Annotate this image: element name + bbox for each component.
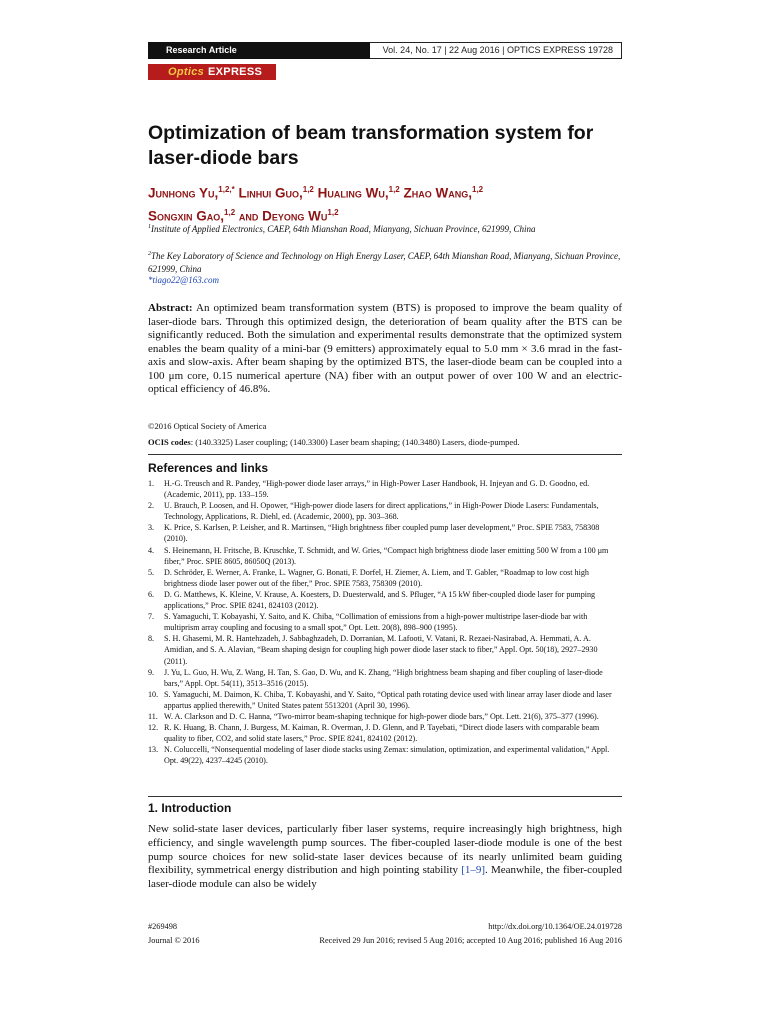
journal-logo (148, 64, 276, 80)
reference-item (148, 722, 622, 744)
reference-item (148, 611, 622, 633)
journal-copyright: Journal © 2016 (148, 936, 200, 945)
author-affil-marker: 1,2 (472, 185, 484, 194)
reference-text: S. Yamaguchi, M. Daimon, K. Chiba, T. Kobayashi, and Y. Saito, “Optical path rotating device used with linear array laser diode and laser appartus applied therewith,” United States patent 5513201 (April 30, 1996). (164, 689, 612, 710)
reference-item (148, 667, 622, 689)
reference-item (148, 500, 622, 522)
author-list (148, 180, 622, 225)
author-affil-marker: 1,2,* (218, 185, 235, 194)
author-name: Linhui Guo, (234, 185, 303, 201)
reference-text: K. Price, S. Karlsen, P. Leisher, and R. Martinsen, “High brightness fiber coupled pump laser development,” Proc. SPIE 7583, 758308 (2010). (164, 523, 600, 544)
doi-link[interactable]: http://dx.doi.org/10.1364/OE.24.019728 (488, 922, 622, 931)
reference-text: J. Yu, L. Guo, H. Wu, Z. Wang, H. Tan, S. Gao, D. Wu, and K. Zhang, “High brightness beam shaping and fiber coupling of laser-diode bars,” Appl. Opt. 54(11), 3513–3516 (2015). (164, 667, 603, 688)
reference-number: 9. (148, 667, 155, 677)
reference-number: 8. (148, 634, 155, 644)
reference-number: 1. (148, 479, 155, 488)
intro-text-part: New solid-state laser devices, particularly fiber laser systems, require increasingly high brightness, high efficiency, and single wavelength pump sources. The fiber-coupled laser-diode module is one of the best pump source choices for new solid-state laser devices because of its nearly unlimited beam guiding flexibility, symmetrical energy distribution and high pointing stability (148, 823, 622, 877)
logo-express: EXPRESS (208, 66, 263, 78)
reference-text: R. K. Huang, B. Chann, J. Burgess, M. Kaiman, R. Overman, J. D. Glenn, and P. Tayebati, “Direct diode lasers with comparable beam quality to fiber, CO2, and solid state lasers,” Proc. SPIE 8241, 824102 (2012). (164, 723, 600, 744)
reference-text: D. G. Matthews, K. Kleine, V. Krause, A. Koesters, D. Duesterwald, and S. Pfluger, “A 15 kW fiber-coupled diode laser for pumping applications,” Proc. SPIE 8241, 824103 (2012). (164, 589, 596, 611)
volume-line: Vol. 24, No. 17 | 22 Aug 2016 | OPTICS EXPRESS 19728 (370, 42, 622, 59)
logo-optics: Optics (168, 66, 205, 78)
reference-item (148, 522, 622, 544)
reference-number: 4. (148, 545, 155, 555)
reference-text: S. Yamaguchi, T. Kobayashi, Y. Saito, and K. Chiba, “Collimation of emissions from a high-power multistripe laser-diode bar with multiprism array coupling and focusing to a small spot,” Opt. Lett. 20(8), 898–900 (1995). (164, 612, 588, 633)
reference-text: N. Coluccelli, “Nonsequential modeling of laser diode stacks using Zemax: simulation, optimization, and experimental validation,” Appl. Opt. 49(22), 4237–4245 (2010). (164, 745, 610, 766)
affiliation-text: The Key Laboratory of Science and Technology on High Energy Laser, CAEP, 64th Mianshan Road, Mianyang, Sichuan Province, 621999, China (148, 251, 621, 274)
manuscript-id: #269498 (148, 922, 178, 931)
reference-number: 11. (148, 711, 158, 721)
reference-text: W. A. Clarkson and D. C. Hanna, “Two-mirror beam-shaping technique for high-power diode bars,” Opt. Lett. 21(6), 375–377 (1996). (164, 711, 599, 721)
footer-line-2 (148, 936, 622, 945)
reference-number: 7. (148, 612, 155, 622)
author-name: Songxin Gao, (148, 208, 225, 223)
references-heading: References and links (148, 461, 269, 475)
section-divider (148, 454, 622, 455)
reference-number: 5. (148, 567, 155, 577)
affiliation-1 (148, 221, 622, 236)
reference-item (148, 545, 622, 567)
section-divider (148, 796, 622, 797)
history-dates: Received 29 Jun 2016; revised 5 Aug 2016; accepted 10 Aug 2016; published 16 Aug 2016 (319, 936, 622, 945)
intro-text-part: . Meanwhile, the fiber-coupled laser-diode module can also be widely (148, 864, 623, 891)
introduction-text (148, 823, 622, 892)
reference-text: S. H. Ghasemi, M. R. Hantehzadeh, J. Sabbaghzadeh, D. Dorranian, M. Lafooti, V. Vatani, R. Rezaei-Nasirabad, A. Hemmati, A. A. Amidian, and S. A. Alavian, “Beam shaping design for coupling high power diode laser stack to fiber,” Appl. Opt. 50(18), 2927–2930 (2011). (164, 634, 598, 666)
ocis-label: OCIS codes (148, 437, 191, 447)
ocis-codes (148, 437, 520, 447)
reference-item (148, 744, 622, 766)
header-bar (148, 42, 622, 59)
author-affil-marker: 1,2 (224, 207, 236, 217)
author-name: Zhao Wang, (399, 185, 472, 201)
abstract-text: An optimized beam transformation system (BTS) is proposed to improve the beam quality of laser-diode bars. Through this optimized design, the deterioration of beam quality after the BTS can be significantly reduced. Both the simulation and experimental results demonstrate that the optimized system enables the beam quality of a mini-bar (9 emitters) approximately equal to 5.0 mm × 3.6 mrad in the fast-axis and slow-axis. After beam shaping by the optimized BTS, the laser-diode beam can be coupled into a 100 μm core, 0.15 numerical aperture (NA) fiber with an output power of over 100 W and an electric-optical efficiency of 46.8%. (148, 302, 622, 395)
reference-text: S. Heinemann, H. Fritsche, B. Kruschke, T. Schmidt, and W. Gries, “Compact high brightness diode laser emitting 500 W from a 100 μm fiber,” Proc. SPIE 8605, 86050Q (2013). (164, 545, 609, 566)
reference-item (148, 711, 622, 722)
abstract-label: Abstract: (148, 302, 193, 314)
reference-item (148, 478, 622, 500)
reference-item (148, 567, 622, 589)
reference-number: 10. (148, 689, 159, 699)
reference-number: 13. (148, 745, 159, 755)
reference-item (148, 689, 622, 711)
citation-link[interactable]: [1–9] (461, 864, 486, 877)
reference-number: 6. (148, 589, 155, 599)
author-line-1 (148, 180, 622, 203)
reference-number: 3. (148, 523, 155, 533)
article-type-tag: Research Article (148, 42, 370, 59)
ocis-text: : (140.3325) Laser coupling; (140.3300) Laser beam shaping; (140.3480) Lasers, diode-pumped. (190, 437, 520, 447)
reference-text: D. Schröder, E. Werner, A. Franke, L. Wagner, G. Bonati, F. Dorfel, H. Ziemer, A. Liem, and T. Gabler, “Roadmap to low cost high brightness diode laser power out of the fiber,” Proc. SPIE 7583, 758309 (2010). (164, 567, 589, 588)
copyright-line: ©2016 Optical Society of America (148, 421, 267, 431)
reference-item (148, 589, 622, 611)
reference-item (148, 633, 622, 666)
affiliation-text: Institute of Applied Electronics, CAEP, 64th Mianshan Road, Mianyang, Sichuan Province, 621999, China (151, 224, 536, 234)
affiliation-2 (148, 248, 622, 275)
affiliation-number: 2 (148, 251, 151, 257)
author-name: Hualing Wu, (313, 185, 389, 201)
abstract (148, 302, 622, 397)
introduction-heading: 1. Introduction (148, 801, 232, 815)
author-affil-marker: 1,2 (302, 185, 314, 194)
reference-text: H.-G. Treusch and R. Pandey, “High-power diode laser arrays,” in High-Power Laser Handbook, H. Injeyan and G. D. Goodno, ed. (Academic, 2011), pp. 133–159. (164, 479, 590, 500)
reference-list (148, 478, 622, 766)
corresponding-email-link[interactable]: *tiago22@163.com (148, 275, 220, 285)
affiliation-number: 1 (148, 224, 151, 230)
reference-text: U. Brauch, P. Loosen, and H. Opower, “High-power diode lasers for direct applications,” in High-Power Diode Lasers: Fundamentals, Technology, Applications, R. Diehl, ed. (Academic, 2000), pp. 303–368. (164, 501, 599, 522)
author-name: Junhong Yu, (148, 185, 219, 201)
author-name: and Deyong Wu (235, 208, 328, 223)
footer-line-1 (148, 922, 622, 931)
author-affil-marker: 1,2 (327, 207, 339, 217)
author-affil-marker: 1,2 (388, 185, 400, 194)
reference-number: 12. (148, 723, 159, 733)
paper-title: Optimization of beam transformation system for laser-diode bars (148, 122, 594, 169)
reference-number: 2. (148, 501, 155, 511)
